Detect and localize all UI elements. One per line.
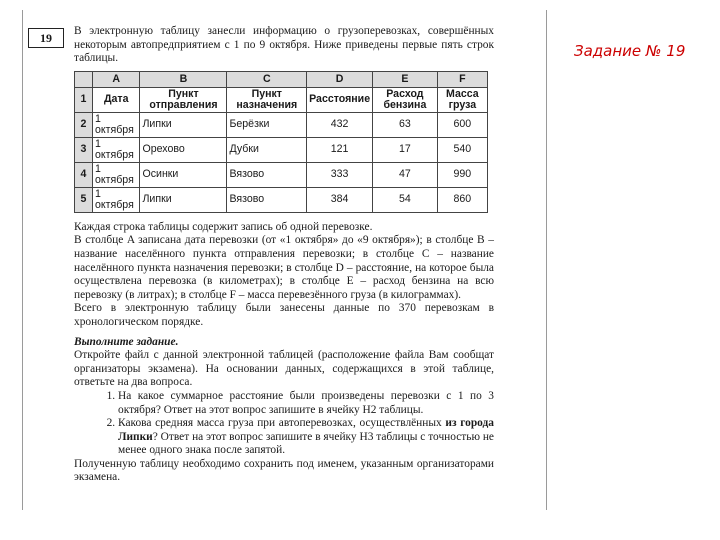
header-date: Дата: [93, 87, 140, 112]
cell-distance: 432: [307, 112, 373, 137]
row-number: 1: [75, 87, 93, 112]
column-header-row: [75, 71, 488, 87]
header-departure: Пункт отправления: [140, 87, 227, 112]
question-2: [118, 417, 494, 458]
column-header-f: F: [437, 71, 487, 87]
question-1: [118, 390, 494, 417]
row-number: 5: [75, 187, 93, 212]
cell-destination: Вязово: [227, 162, 307, 187]
header-mass: Масса груза: [437, 87, 487, 112]
column-header-e: E: [373, 71, 438, 87]
cell-destination: Берёзки: [227, 112, 307, 137]
column-header-d: D: [307, 71, 373, 87]
cell-departure: Осинки: [140, 162, 227, 187]
cell-fuel: 54: [373, 187, 438, 212]
paragraph-columns: В столбце A записана дата перевозки (от «1 октября» до «9 октября»); в столбце B – название населённого пункта отправления перевозки; в столбце C – название населённого пункта назначения перевозки; в столбце D – расстояние, на которое была осуществлена перевозка (в километрах); в столбце E – расход бензина на всю перевозку (в литрах); в столбце F – масса перевезённого груза (в килограммах).: [74, 234, 494, 301]
table-header-row: [75, 87, 488, 112]
cell-departure: Липки: [140, 112, 227, 137]
column-header-c: C: [227, 71, 307, 87]
task-content: [74, 25, 494, 485]
cell-date: 1 октября: [93, 112, 140, 137]
table-row: [75, 137, 488, 162]
table-row: [75, 162, 488, 187]
column-header-a: A: [93, 71, 140, 87]
cell-fuel: 63: [373, 112, 438, 137]
cell-departure: Орехово: [140, 137, 227, 162]
question-2-text-after: ? Ответ на этот вопрос запишите в ячейку H3 таблицы с точностью не менее одного знака после запятой.: [118, 430, 494, 457]
header-fuel: Расход бензина: [373, 87, 438, 112]
closing-text: Полученную таблицу необходимо сохранить под именем, указанным организаторами экзамена.: [74, 457, 494, 484]
cell-destination: Дубки: [227, 137, 307, 162]
cell-departure: Липки: [140, 187, 227, 212]
paragraph-total: Всего в электронную таблицу были занесены данные по 370 перевозкам в хронологическом порядке.: [74, 302, 494, 328]
cell-date: 1 октября: [93, 187, 140, 212]
cell-mass: 600: [437, 112, 487, 137]
cell-mass: 540: [437, 137, 487, 162]
corner-cell: [75, 71, 93, 87]
row-number: 4: [75, 162, 93, 187]
cell-date: 1 октября: [93, 162, 140, 187]
page-border-left: [22, 10, 23, 510]
task-number-box: 19: [28, 28, 64, 48]
task-heading: Выполните задание.: [74, 335, 179, 348]
cell-distance: 384: [307, 187, 373, 212]
cell-mass: 860: [437, 187, 487, 212]
cell-destination: Вязово: [227, 187, 307, 212]
page-border-right: [546, 10, 547, 510]
table-row: [75, 187, 488, 212]
question-1-text: На какое суммарное расстояние были произведены перевозки с 1 по 3 октября? Ответ на этот вопрос запишите в ячейку H2 таблицы.: [118, 389, 494, 416]
row-number: 3: [75, 137, 93, 162]
question-2-text-before: Какова средняя масса груза при автоперевозках, осуществлённых: [118, 417, 446, 430]
task-intro: Откройте файл с данной электронной таблицей (расположение файла Вам сообщат организаторы экзамена). На основании данных, содержащихся в этой таблице, ответьте на два вопроса.: [74, 349, 494, 389]
column-header-b: B: [140, 71, 227, 87]
questions-list: [74, 390, 494, 458]
question-2-city: из города Липки: [118, 417, 494, 443]
spreadsheet-table: [74, 71, 488, 213]
table-row: [75, 112, 488, 137]
header-distance: Расстояние: [307, 87, 373, 112]
cell-distance: 333: [307, 162, 373, 187]
row-number: 2: [75, 112, 93, 137]
cell-fuel: 17: [373, 137, 438, 162]
header-destination: Пункт назначения: [227, 87, 307, 112]
intro-text: В электронную таблицу занесли информацию о грузоперевозках, совершённых некоторым автопредприятием с 1 по 9 октября. Ниже приведены первые пять строк таблицы.: [74, 25, 494, 65]
cell-fuel: 47: [373, 162, 438, 187]
cell-distance: 121: [307, 137, 373, 162]
cell-mass: 990: [437, 162, 487, 187]
paragraph-record: Каждая строка таблицы содержит запись об одной перевозке.: [74, 220, 373, 233]
slide-title: Задание № 19: [574, 42, 686, 60]
cell-date: 1 октября: [93, 137, 140, 162]
